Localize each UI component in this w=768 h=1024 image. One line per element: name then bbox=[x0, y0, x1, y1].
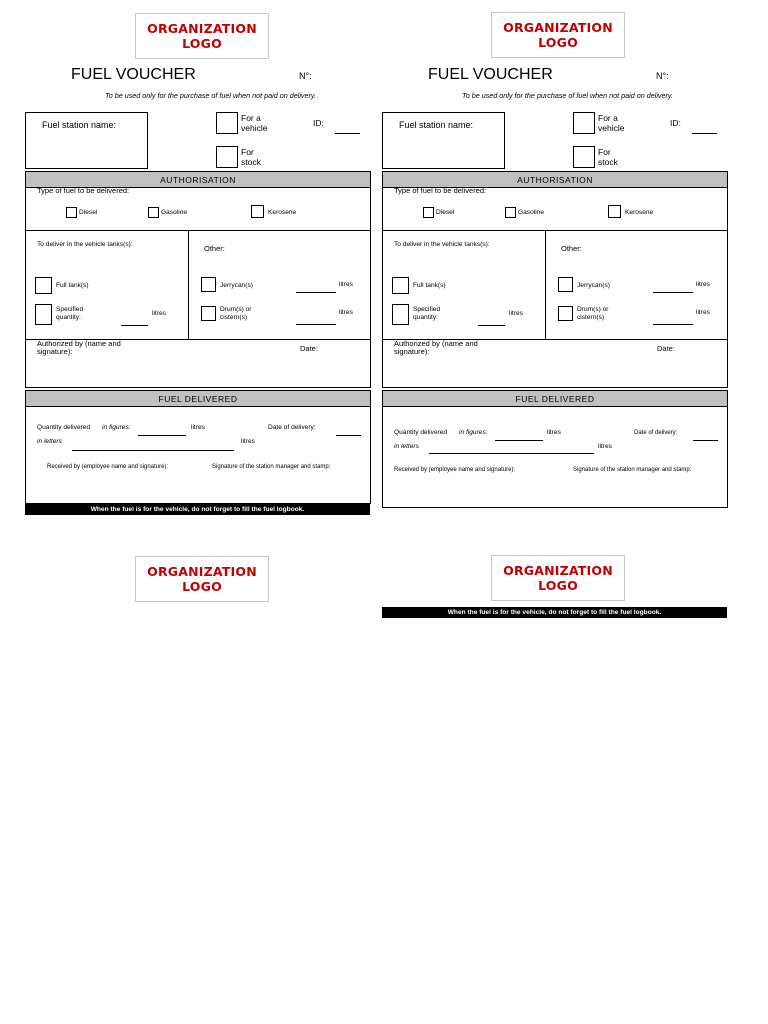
diesel-checkbox[interactable] bbox=[423, 207, 434, 218]
litres-label: litres bbox=[191, 424, 205, 431]
voucher-subtitle: To be used only for the purchase of fuel when not paid on delivery. bbox=[105, 91, 316, 100]
for-vehicle-label: For a vehicle bbox=[241, 113, 268, 133]
gasoline-checkbox[interactable] bbox=[148, 207, 159, 218]
for-stock-checkbox[interactable] bbox=[573, 146, 595, 168]
vehicle-tanks-label: To deliver in the vehicle tanks(s): bbox=[394, 241, 490, 248]
for-stock-label: For stock bbox=[598, 147, 618, 167]
jerrycans-checkbox[interactable] bbox=[201, 277, 216, 292]
date-label: Date: bbox=[657, 344, 675, 353]
litres-label: litres bbox=[241, 438, 255, 445]
kerosene-label: Kerosene bbox=[268, 209, 297, 216]
drums-quantity-field[interactable] bbox=[296, 324, 336, 325]
specified-quantity-checkbox[interactable] bbox=[35, 304, 52, 325]
logo-line1: ORGANIZATION bbox=[147, 21, 257, 36]
in-letters-label: in letters bbox=[37, 438, 62, 445]
date-of-delivery-field[interactable] bbox=[336, 435, 361, 436]
litres-label: litres bbox=[339, 281, 353, 288]
divider bbox=[188, 230, 189, 339]
kerosene-checkbox[interactable] bbox=[251, 205, 264, 218]
divider bbox=[383, 230, 727, 231]
full-tank-label: Full tank(s) bbox=[413, 282, 446, 289]
fuel-station-name-field[interactable] bbox=[25, 112, 148, 169]
received-by-label: Received by (employee name and signature): bbox=[47, 464, 169, 470]
voucher-number-label: N°: bbox=[299, 71, 312, 81]
full-tank-checkbox[interactable] bbox=[35, 277, 52, 294]
fuel-delivered-section bbox=[382, 390, 728, 508]
kerosene-label: Kerosene bbox=[625, 209, 654, 216]
logo-line2: LOGO bbox=[182, 579, 222, 594]
quantity-letters-field[interactable] bbox=[429, 453, 594, 454]
jerrycans-checkbox[interactable] bbox=[558, 277, 573, 292]
voucher-title: FUEL VOUCHER bbox=[428, 66, 553, 83]
fuel-station-name-field[interactable] bbox=[382, 112, 505, 169]
logo-line2: LOGO bbox=[538, 578, 578, 593]
quantity-letters-field[interactable] bbox=[72, 450, 234, 451]
voucher-subtitle: To be used only for the purchase of fuel when not paid on delivery. bbox=[462, 91, 673, 100]
gasoline-label: Gasoline bbox=[518, 209, 545, 216]
station-manager-signature-label: Signature of the station manager and stamp: bbox=[573, 467, 692, 473]
specified-quantity-field[interactable] bbox=[121, 325, 148, 326]
fuel-station-label: Fuel station name: bbox=[399, 120, 474, 130]
litres-label: litres bbox=[547, 429, 561, 436]
fuel-type-label: Type of fuel to be delivered: bbox=[37, 186, 130, 195]
diesel-label: Diesel bbox=[79, 209, 98, 216]
for-vehicle-label: For a vehicle bbox=[598, 113, 625, 133]
jerrycans-quantity-field[interactable] bbox=[296, 292, 336, 293]
full-tank-label: Full tank(s) bbox=[56, 282, 89, 289]
specified-quantity-label: Specified quantity: bbox=[413, 306, 441, 321]
kerosene-checkbox[interactable] bbox=[608, 205, 621, 218]
specified-quantity-field[interactable] bbox=[478, 325, 505, 326]
other-label: Other: bbox=[561, 244, 582, 253]
jerrycans-quantity-field[interactable] bbox=[653, 292, 693, 293]
logbook-reminder-bar: When the fuel is for the vehicle, do not forget to fill the fuel logbook. bbox=[25, 504, 370, 515]
diesel-label: Diesel bbox=[436, 209, 455, 216]
authorisation-section bbox=[25, 171, 371, 388]
litres-label: litres bbox=[339, 309, 353, 316]
authorisation-section bbox=[382, 171, 728, 388]
diesel-checkbox[interactable] bbox=[66, 207, 77, 218]
fuel-delivered-header: FUEL DELIVERED bbox=[26, 391, 370, 407]
litres-label: litres bbox=[696, 309, 710, 316]
in-figures-label: in figures: bbox=[102, 424, 131, 431]
logo-line2: LOGO bbox=[182, 36, 222, 51]
date-of-delivery-field[interactable] bbox=[693, 440, 718, 441]
organization-logo-bottom-left bbox=[135, 556, 269, 602]
litres-label: litres bbox=[509, 310, 523, 317]
divider bbox=[26, 230, 370, 231]
drums-label: Drum(s) or cistern(s) bbox=[577, 306, 609, 321]
in-figures-label: in figures: bbox=[459, 429, 488, 436]
id-label: ID: bbox=[670, 118, 681, 128]
in-letters-label: in letters bbox=[394, 443, 419, 450]
logo-line1: ORGANIZATION bbox=[147, 564, 257, 579]
for-stock-checkbox[interactable] bbox=[216, 146, 238, 168]
authorisation-header: AUTHORISATION bbox=[26, 172, 370, 188]
quantity-figures-field[interactable] bbox=[495, 440, 543, 441]
voucher-left bbox=[25, 0, 371, 520]
quantity-delivered-label: Quantity delivered bbox=[37, 424, 91, 431]
other-label: Other: bbox=[204, 244, 225, 253]
organization-logo-bottom-right bbox=[491, 555, 625, 601]
logo-line1: ORGANIZATION bbox=[503, 563, 613, 578]
date-of-delivery-label: Date of delivery: bbox=[268, 424, 316, 431]
fuel-station-label: Fuel station name: bbox=[42, 120, 117, 130]
id-field[interactable] bbox=[692, 133, 717, 134]
litres-label: litres bbox=[598, 443, 612, 450]
logo-line1: ORGANIZATION bbox=[503, 20, 613, 35]
id-field[interactable] bbox=[335, 133, 360, 134]
fuel-type-label: Type of fuel to be delivered: bbox=[394, 186, 487, 195]
jerrycans-label: Jerrycan(s) bbox=[220, 282, 253, 289]
date-of-delivery-label: Date of delivery: bbox=[634, 430, 678, 436]
quantity-delivered-label: Quantity delivered bbox=[394, 429, 448, 436]
authorisation-header: AUTHORISATION bbox=[383, 172, 727, 188]
quantity-figures-field[interactable] bbox=[138, 435, 186, 436]
for-vehicle-checkbox[interactable] bbox=[573, 112, 595, 134]
id-label: ID: bbox=[313, 118, 324, 128]
for-stock-label: For stock bbox=[241, 147, 261, 167]
gasoline-label: Gasoline bbox=[161, 209, 188, 216]
logo-line2: LOGO bbox=[538, 35, 578, 50]
divider bbox=[545, 230, 546, 339]
gasoline-checkbox[interactable] bbox=[505, 207, 516, 218]
specified-quantity-label: Specified quantity: bbox=[56, 306, 84, 321]
voucher-right bbox=[382, 0, 728, 520]
drums-checkbox[interactable] bbox=[201, 306, 216, 321]
jerrycans-label: Jerrycan(s) bbox=[577, 282, 610, 289]
for-vehicle-checkbox[interactable] bbox=[216, 112, 238, 134]
litres-label: litres bbox=[152, 310, 166, 317]
drums-quantity-field[interactable] bbox=[653, 324, 693, 325]
drums-checkbox[interactable] bbox=[558, 306, 573, 321]
full-tank-checkbox[interactable] bbox=[392, 277, 409, 294]
voucher-number-label: N°: bbox=[656, 71, 669, 81]
station-manager-signature-label: Signature of the station manager and stamp: bbox=[212, 464, 331, 470]
authorized-by-label: Authorized by (name and signature): bbox=[394, 339, 478, 356]
received-by-label: Received by (employee name and signature): bbox=[394, 467, 516, 473]
drums-label: Drum(s) or cistern(s) bbox=[220, 306, 252, 321]
logbook-reminder-bar-lower: When the fuel is for the vehicle, do not forget to fill the fuel logbook. bbox=[382, 607, 727, 618]
vehicle-tanks-label: To deliver in the vehicle tanks(s): bbox=[37, 241, 133, 248]
litres-label: litres bbox=[696, 281, 710, 288]
authorized-by-label: Authorized by (name and signature): bbox=[37, 339, 121, 356]
voucher-title: FUEL VOUCHER bbox=[71, 66, 196, 83]
specified-quantity-checkbox[interactable] bbox=[392, 304, 409, 325]
fuel-delivered-header: FUEL DELIVERED bbox=[383, 391, 727, 407]
date-label: Date: bbox=[300, 344, 318, 353]
fuel-delivered-section bbox=[25, 390, 371, 504]
